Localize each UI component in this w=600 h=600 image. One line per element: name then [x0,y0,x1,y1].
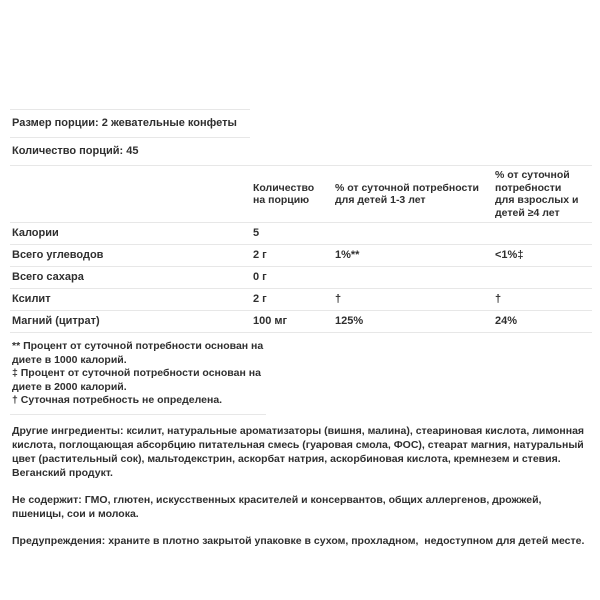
dv-children-cell [335,267,495,288]
does-not-contain-text: ГМО, глютен, искусственных красителей и консервантов, общих аллергенов, дрожжей, пшеницы, сои и молока. [12,493,542,520]
nutrition-table [10,165,592,333]
serving-size-value: 2 жевательные конфеты [101,117,237,129]
other-ingredients-label: Другие ингредиенты: [12,424,124,437]
nutrient-name: Всего углеводов [12,249,104,261]
footnote-2000-cal: ‡ Процент от суточной потребности основан на диете в 2000 калорий. [12,367,261,393]
table-footnotes [10,340,266,415]
table-row-total-carbs [10,244,592,266]
dv-children-cell: † [335,293,342,305]
table-row-calories [10,222,592,244]
warnings-label: Предупреждения: [12,534,106,547]
does-not-contain-paragraph [10,493,592,521]
amount-cell: 2 г [253,293,267,305]
amount-cell: 0 г [253,271,267,283]
footnote-dv-not-established: † Суточная потребность не определена. [12,394,223,406]
warnings-paragraph [10,534,592,548]
other-ingredients-text: ксилит, натуральные ароматизаторы (вишня, малина), стеариновая кислота, лимонная кислота, поглощающая абсорбцию питательная смесь (гуаровая смола, ФОС), стеарат магния, натуральный цвет (растительный сок), мальтодекстрин, аскорбат натрия, аскорбиновая кислота, кремнезем и стевия. Веганский продукт. [12,424,585,479]
dv-children-cell: 1%** [335,249,360,261]
serving-size-label: Размер порции: [12,117,99,129]
amount-cell: 2 г [253,249,267,261]
serving-info [10,109,250,165]
other-ingredients-paragraph [10,424,592,480]
header-dv-adults-4plus: % от суточной потребности для взрослых и детей ≥4 лет [495,169,579,219]
dv-adults-cell [495,223,592,244]
nutrient-name: Магний (цитрат) [12,315,100,327]
amount-cell: 100 мг [253,315,288,327]
amount-cell: 5 [253,227,260,239]
dv-children-cell: 125% [335,315,364,327]
table-row-xylitol [10,288,592,310]
nutrient-name: Ксилит [12,293,51,305]
servings-count-row [10,137,250,165]
servings-count-label: Количество порций: [12,145,124,157]
nutrient-name: Всего сахара [12,271,84,283]
table-row-magnesium [10,310,592,332]
nutrient-name: Калории [12,227,59,239]
does-not-contain-label: Не содержит: [12,493,82,506]
dv-children-cell [335,223,495,244]
serving-size-row [10,109,250,137]
header-dv-children-1-3: % от суточной потребности для детей 1-3 лет [335,181,479,206]
dv-adults-cell: † [495,293,502,305]
servings-count-value: 45 [126,145,139,157]
warnings-text: храните в плотно закрытой упаковке в сухом, прохладном, недоступном для детей месте. [108,534,585,547]
table-row-total-sugars [10,266,592,288]
header-amount-per-serving: Количество на порцию [253,181,315,206]
dv-adults-cell: 24% [495,315,518,327]
dv-adults-cell: <1%‡ [495,249,524,261]
table-header-row [10,166,592,222]
footnote-1000-cal: ** Процент от суточной потребности основан на диете в 1000 калорий. [12,340,264,366]
dv-adults-cell [495,267,592,288]
